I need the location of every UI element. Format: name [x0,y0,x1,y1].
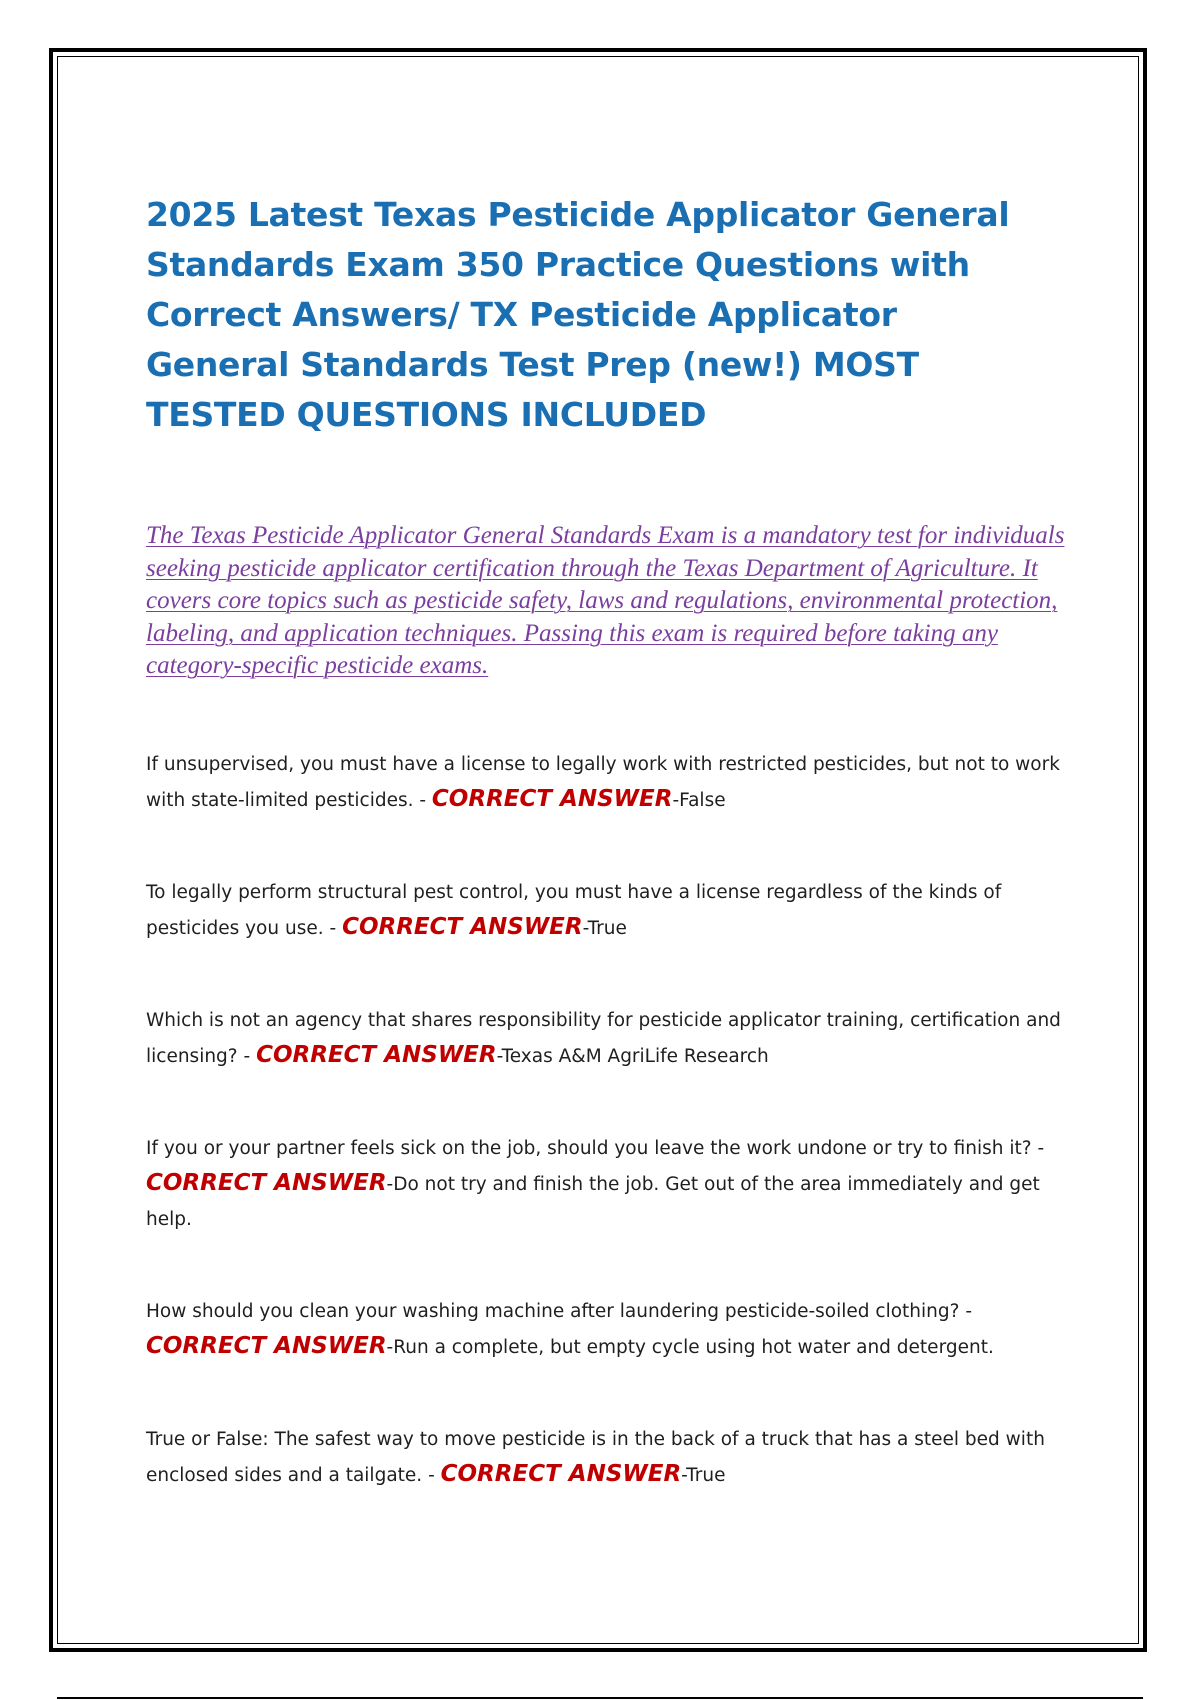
answer-label: CORRECT ANSWER [342,913,583,940]
question-text: True or False: The safest way to move pesticide is in the back of a truck that has a steel bed with enclosed sides and a tailgate. [146,1428,1045,1486]
answer-text: False [679,789,726,811]
intro-paragraph: The Texas Pesticide Applicator General Standards Exam is a mandatory test for individuals seeking pesticide applicator certification through the Texas Department of Agriculture. It covers core topics such as pesticide safety, laws and regulations, environmental protection, labeling, and application techniques. Passing this exam is required before taking any category-specific pesticide exams. [146,522,1065,679]
bottom-rule [57,1697,1143,1699]
qa-item: Which is not an agency that shares responsibility for pesticide applicator training, certification and licensing? - CORRECT ANSWER-Texas A&M AgriLife Research [146,1009,1061,1068]
qa-item: To legally perform structural pest control, you must have a license regardless of the kinds of pesticides you use. - CORRECT ANSWER-True [146,881,1002,940]
question-list [146,747,1076,1493]
answer-text: Run a complete, but empty cycle using hot water and detergent. [393,1336,994,1358]
qa-item: If unsupervised, you must have a license to legally work with restricted pesticides, but not to work with state-limited pesticides. - CORRECT ANSWER-False [146,753,1060,812]
answer-label: CORRECT ANSWER [431,785,673,812]
answer-label: CORRECT ANSWER [256,1041,497,1068]
qa-item: True or False: The safest way to move pesticide is in the back of a truck that has a steel bed with enclosed sides and a tailgate. - CORRECT ANSWER-True [146,1428,1045,1487]
qa-item: If you or your partner feels sick on the job, should you leave the work undone or try to finish it? - CORRECT ANSWER-Do not try and finish the job. Get out of the area immediately and get help. [146,1137,1045,1230]
answer-text: True [686,1464,726,1486]
question-text: If you or your partner feels sick on the job, should you leave the work undone or try to finish it? [146,1137,1032,1159]
answer-text: Do not try and finish the job. Get out of the area immediately and get help. [146,1173,1040,1230]
question-text: If unsupervised, you must have a license to legally work with restricted pesticides, but not to work with state-limited pesticides. [146,753,1060,811]
question-text: To legally perform structural pest control, you must have a license regardless of the kinds of pesticides you use. [146,881,1002,939]
answer-text: Texas A&M AgriLife Research [501,1045,769,1067]
answer-label: CORRECT ANSWER [146,1332,387,1359]
answer-label: CORRECT ANSWER [146,1169,387,1196]
qa-item: How should you clean your washing machine after laundering pesticide-soiled clothing? - CORRECT ANSWER-Run a complete, but empty cycle using hot water and detergent. [146,1300,994,1359]
question-text: How should you clean your washing machine after laundering pesticide-soiled clothing? [146,1300,960,1322]
question-text: Which is not an agency that shares responsibility for pesticide applicator training, certification and licensing? [146,1009,1061,1067]
answer-label: CORRECT ANSWER [440,1460,682,1487]
document-content [146,190,1076,1550]
answer-text: True [587,917,627,939]
document-title: 2025 Latest Texas Pesticide Applicator General Standards Exam 350 Practice Questions with Correct Answers/ TX Pesticide Applicator General Standards Test Prep (new!) MOST TESTED QUESTIONS INCLUDED [146,195,1010,434]
